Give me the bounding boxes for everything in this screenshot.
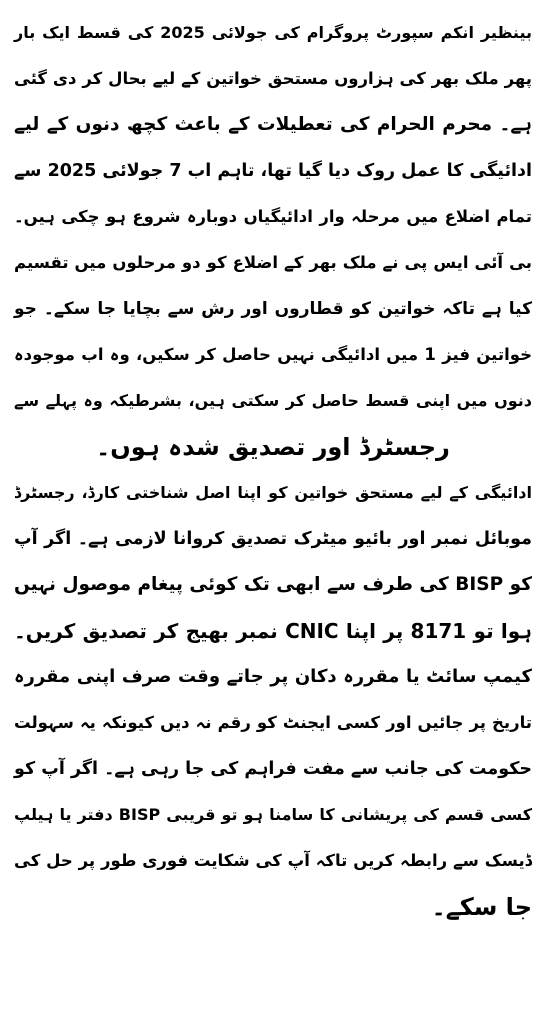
- text-line: پھر ملک بھر کی ہزاروں مستحق خواتین کے لیے بحال کر دی گئی: [14, 69, 532, 88]
- text-line: کیا ہے تاکہ خواتین کو قطاروں اور رش سے بچایا جا سکے۔ جو: [14, 299, 532, 319]
- text-line: خواتین فیز 1 میں ادائیگی نہیں حاصل کر سکیں، وہ اب موجودہ: [14, 345, 532, 364]
- text-line: ادائیگی کا عمل روک دیا گیا تھا، تاہم اب 7 جولائی 2025 سے: [14, 161, 532, 181]
- text-line: ہے۔ محرم الحرام کی تعطیلات کے باعث کچھ دنوں کے لیے: [14, 114, 532, 135]
- text-line: حکومت کی جانب سے مفت فراہم کی جا رہی ہے۔ اگر آپ کو: [14, 759, 532, 779]
- paragraph-requirements: [14, 470, 532, 654]
- paragraph-camp-site-advice: [14, 654, 532, 930]
- text-line: جا سکے۔: [431, 893, 532, 921]
- text-line: بی آئی ایس پی نے ملک بھر کے اضلاع کو دو مرحلوں میں تقسیم: [14, 253, 532, 272]
- paragraph-payment-resumed: [14, 10, 532, 470]
- text-line: رجسٹرڈ اور تصدیق شدہ ہوں۔: [96, 433, 450, 461]
- text-line: کیمپ سائٹ یا مقررہ دکان پر جاتے وقت صرف اپنی مقررہ: [14, 666, 532, 687]
- text-line: دنوں میں اپنی قسط حاصل کر سکتی ہیں، بشرطیکہ وہ پہلے سے: [14, 391, 532, 410]
- text-line: موبائل نمبر اور بائیو میٹرک تصدیق کروانا لازمی ہے۔ اگر آپ: [14, 529, 532, 549]
- text-line: کو BISP کی طرف سے ابھی تک کوئی پیغام موصول نہیں: [14, 574, 532, 595]
- text-line: تاریخ پر جائیں اور کسی ایجنٹ کو رقم نہ دیں کیونکہ یہ سہولت: [14, 713, 532, 732]
- text-line: تمام اضلاع میں مرحلہ وار ادائیگیاں دوبارہ شروع ہو چکی ہیں۔: [14, 207, 532, 226]
- text-line: ہوا تو 8171 پر اپنا CNIC نمبر بھیج کر تصدیق کریں۔: [14, 619, 533, 643]
- text-line: کسی قسم کی پریشانی کا سامنا ہو تو قریبی BISP دفتر یا ہیلپ: [14, 805, 532, 824]
- text-line: ادائیگی کے لیے مستحق خواتین کو اپنا اصل شناختی کارڈ، رجسٹرڈ: [14, 483, 532, 502]
- text-line: بینظیر انکم سپورٹ پروگرام کی جولائی 2025 کی قسط ایک بار: [14, 23, 532, 42]
- text-line: ڈیسک سے رابطہ کریں تاکہ آپ کی شکایت فوری طور پر حل کی: [14, 851, 532, 870]
